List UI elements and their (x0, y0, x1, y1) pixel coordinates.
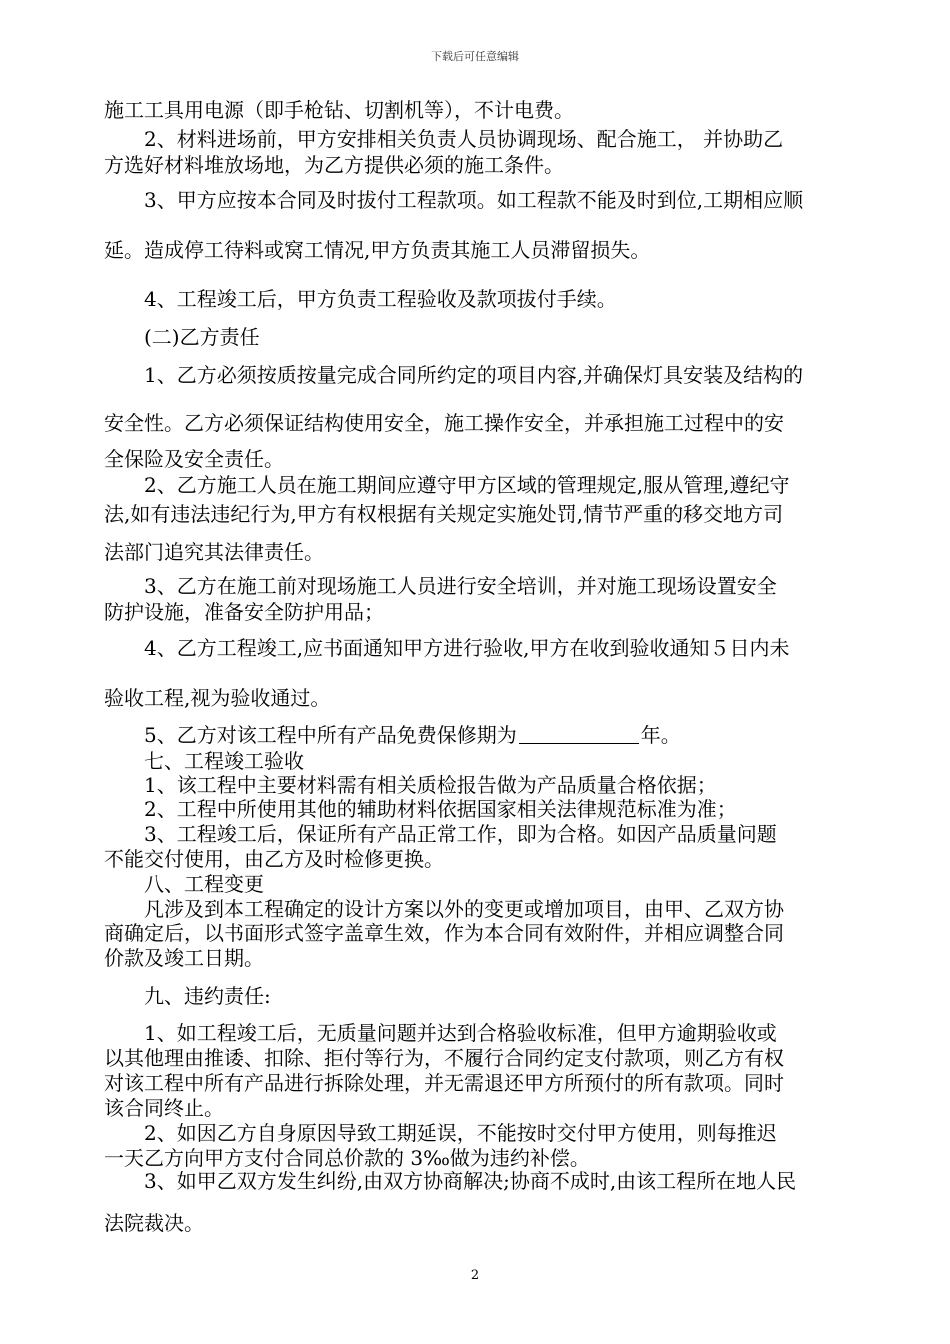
text-line: 一天乙方向甲方支付合同总价款的 3‰做为违约补偿。 (104, 1146, 590, 1170)
section-heading: 七、工程竣工验收 (104, 749, 304, 773)
warranty-line (104, 723, 864, 747)
text-line: 验收工程,视为验收通过。 (104, 686, 331, 710)
warranty-text: 5、乙方对该工程中所有产品免费保修期为 (104, 723, 517, 747)
text-line: 3、甲方应按本合同及时拔付工程款项。如工程款不能及时到位,工期相应顺 (104, 188, 804, 212)
text-line: 1、如工程竣工后，无质量问题并达到合格验收标准，但甲方逾期验收或 (104, 1021, 777, 1045)
text-line: 价款及竣工日期。 (104, 946, 264, 970)
text-line: 3、如甲乙双方发生纠纷,由双方协商解决;协商不成时,由该工程所在地人民 (104, 1169, 797, 1193)
text-line: 1、乙方必须按质按量完成合同所约定的项目内容,并确保灯具安装及结构的 (104, 363, 804, 387)
text-line: 延。造成停工待料或窝工情况,甲方负责其施工人员滞留损失。 (104, 238, 651, 262)
text-line: 1、该工程中主要材料需有相关质检报告做为产品质量合格依据； (104, 773, 717, 797)
text-line: 商确定后，以书面形式签字盖章生效，作为本合同有效附件，并相应调整合同 (104, 921, 784, 945)
section-heading: 九、违约责任: (104, 984, 271, 1008)
text-line: 施工工具用电源（即手枪钻、切割机等），不计电费。 (104, 98, 574, 122)
text-line: 2、工程中所使用其他的辅助材料依据国家相关法律规范标准为准； (104, 797, 737, 821)
warranty-years-blank[interactable] (519, 725, 639, 744)
text-line: 4、工程竣工后，甲方负责工程验收及款项拔付手续。 (104, 287, 617, 311)
text-line: 防护设施，准备安全防护用品； (104, 600, 384, 624)
text-line: 法,如有违法违纪行为,甲方有权根据有关规定实施处罚,情节严重的移交地方司 (104, 502, 784, 526)
text-line: 该合同终止。 (104, 1096, 224, 1120)
section-heading: (二)乙方责任 (104, 325, 260, 349)
text-line: 以其他理由推诿、扣除、拒付等行为，不履行合同约定支付款项，则乙方有权 (104, 1046, 784, 1070)
text-line: 2、如因乙方自身原因导致工期延误，不能按时交付甲方使用，则每推迟 (104, 1121, 777, 1145)
text-line: 2、材料进场前，甲方安排相关负责人员协调现场、配合施工， 并协助乙 (104, 127, 784, 151)
warranty-suffix: 年。 (640, 723, 681, 747)
text-line: 2、乙方施工人员在施工期间应遵守甲方区域的管理规定,服从管理,遵纪守 (104, 473, 790, 497)
text-line: 不能交付使用，由乙方及时检修更换。 (104, 847, 444, 871)
text-line: 3、乙方在施工前对现场施工人员进行安全培训，并对施工现场设置安全 (104, 574, 777, 598)
text-line: 3、工程竣工后，保证所有产品正常工作，即为合格。如因产品质量问题 (104, 822, 777, 846)
text-line: 法部门追究其法律责任。 (104, 540, 324, 564)
page-number: 2 (470, 1268, 480, 1283)
text-line: 全保险及安全责任。 (104, 447, 284, 471)
page-header: 下载后可任意编辑 (431, 50, 519, 63)
text-line: 对该工程中所有产品进行拆除处理，并无需退还甲方所预付的所有款项。同时 (104, 1071, 784, 1095)
text-line: 凡涉及到本工程确定的设计方案以外的变更或增加项目，由甲、乙双方协 (104, 897, 784, 921)
text-line: 4、乙方工程竣工,应书面通知甲方进行验收,甲方在收到验收通知５日内未 (104, 636, 790, 660)
text-line: 法院裁决。 (104, 1211, 204, 1235)
section-heading: 八、工程变更 (104, 872, 264, 896)
text-line: 安全性。乙方必须保证结构使用安全，施工操作安全，并承担施工过程中的安 (104, 411, 784, 435)
text-line: 方选好材料堆放场地，为乙方提供必须的施工条件。 (104, 153, 564, 177)
